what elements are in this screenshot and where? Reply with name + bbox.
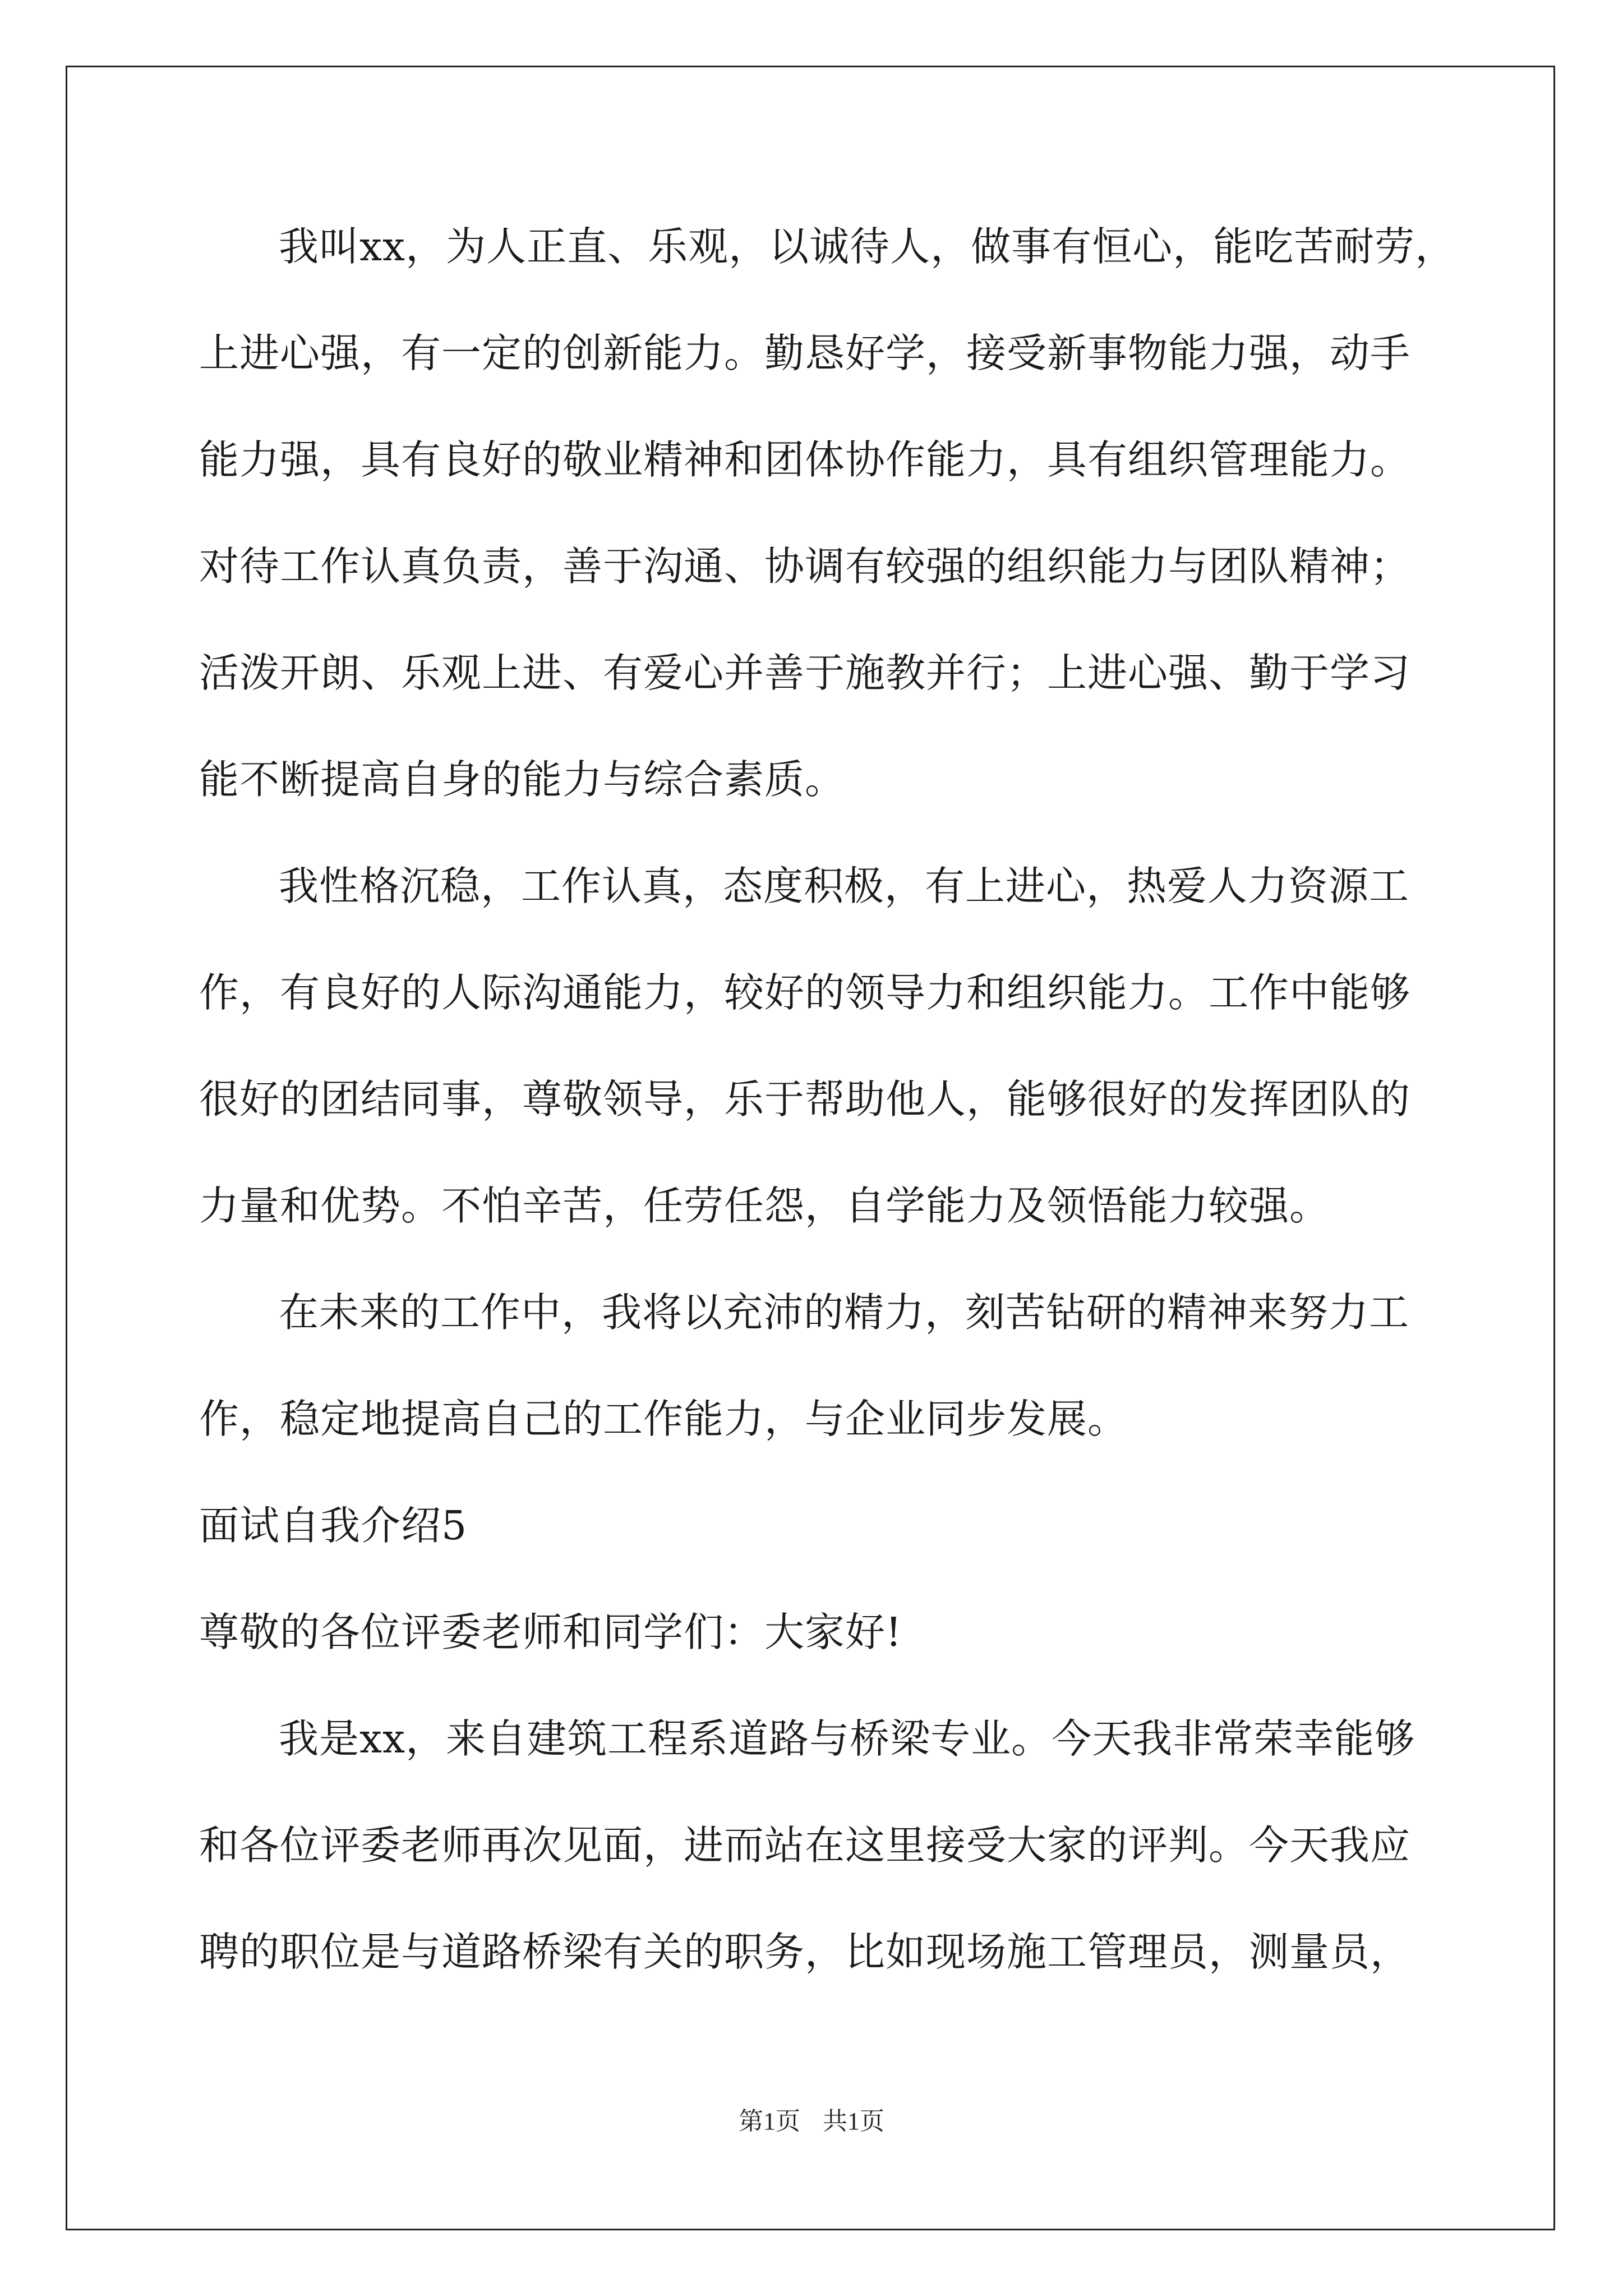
salutation: 尊敬的各位评委老师和同学们：大家好! [199,1609,902,1655]
text-line: 我性格沉稳，工作认真，态度积极，有上进心，热爱人力资源工 [279,863,1410,909]
text-line: 聘的职位是与道路桥梁有关的职务，比如现场施工管理员，测量员， [199,1929,1411,1975]
text-line: 力量和优势。不怕辛苦，任劳任怨，自学能力及领悟能力较强。 [199,1182,1330,1229]
text-line: 我是xx，来自建筑工程系道路与桥梁专业。今天我非常荣幸能够 [279,1715,1415,1762]
document-body [199,219,1456,2031]
text-line: 很好的团结同事，尊敬领导，乐于帮助他人，能够很好的发挥团队的 [199,1076,1411,1122]
text-line: 作，稳定地提高自己的工作能力，与企业同步发展。 [199,1396,1128,1442]
text-line: 我叫xx，为人正直、乐观，以诚待人，做事有恒心，能吃苦耐劳， [279,223,1456,270]
text-line: 在未来的工作中，我将以充沛的精力，刻苦钻研的精神来努力工 [279,1289,1410,1336]
text-line: 上进心强，有一定的创新能力。勤恳好学，接受新事物能力强，动手 [199,330,1411,376]
text-line: 对待工作认真负责，善于沟通、协调有较强的组织能力与团队精神； [199,543,1411,590]
page-footer [0,2101,1623,2137]
text-line: 能不断提高自身的能力与综合素质。 [199,756,846,803]
text-line: 能力强，具有良好的敬业精神和团体协作能力，具有组织管理能力。 [199,436,1411,483]
section-heading: 面试自我介绍5 [199,1502,468,1549]
text-line: 活泼开朗、乐观上进、有爱心并善于施教并行；上进心强、勤于学习 [199,650,1411,696]
page-total: 共1页 [823,2108,884,2135]
text-line: 和各位评委老师再次见面，进而站在这里接受大家的评判。今天我应 [199,1822,1411,1869]
text-line: 作，有良好的人际沟通能力，较好的领导力和组织能力。工作中能够 [199,969,1411,1016]
page-number: 第1页 [739,2108,800,2135]
